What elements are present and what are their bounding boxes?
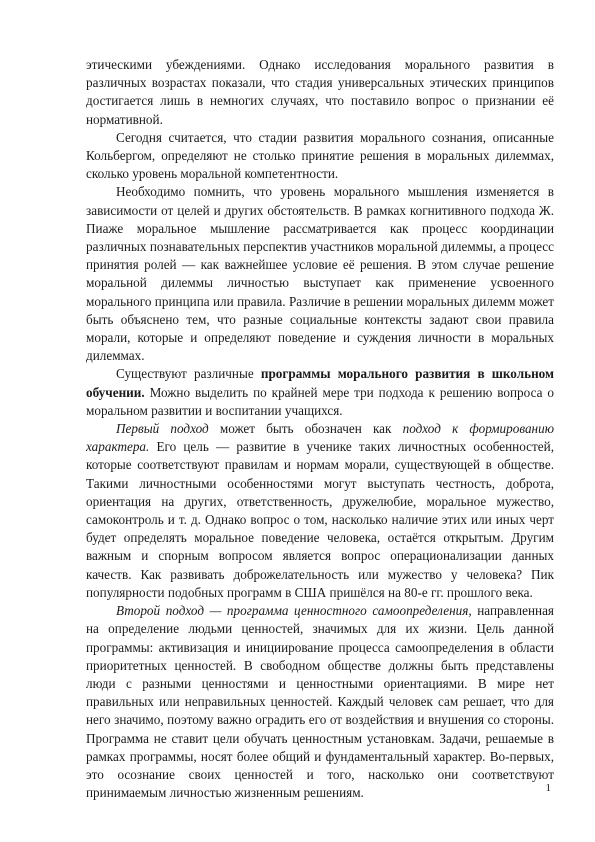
programs-bold-term: программы морального развития в школьном обучении. bbox=[86, 366, 554, 400]
paragraph-programs bbox=[86, 365, 554, 420]
first-approach-term: Первый подход bbox=[116, 421, 209, 437]
second-approach-term: Второй подход — программа ценностного самоопределения, bbox=[116, 603, 472, 619]
paragraph-kohlberg-stages: Сегодня считается, что стадии развития морального сознания, описанные Кольбергом, определяют не столько принятие решения в моральных дилеммах, сколько уровень моральной компетентности. bbox=[86, 129, 554, 182]
first-approach-text-1: может быть обозначен как bbox=[208, 421, 403, 437]
page-number: 1 bbox=[545, 782, 551, 794]
paragraph-second-approach bbox=[86, 602, 554, 802]
paragraph-continuation: этическими убеждениями. Однако исследования морального развития в различных возрастах показали, что стадия универсальных этических принципов достигается лишь в немногих случаях, что поставило вопрос о признании её нормативной. bbox=[86, 57, 554, 127]
paragraph-first-approach bbox=[86, 420, 554, 602]
programs-intro-text: Существуют различные bbox=[116, 366, 261, 382]
document-body bbox=[86, 56, 554, 802]
paragraph-moral-thinking: Необходимо помнить, что уровень морального мышления изменяется в зависимости от целей и других обстоятельств. В рамках когнитивного подхода Ж. Пиаже моральное мышление рассматривается как процесс координации различных познавательных перспектив участников моральной дилеммы, а процесс принятия ролей — как важнейшее условие её решения. В этом случае решение моральной дилеммы личностью выступает как применение усвоенного морального принципа или правила. Различие в решении моральных дилемм может быть объяснено тем, что разные социальные контексты задают свои правила морали, которые и определяют поведение и суждения личности в моральных дилеммах. bbox=[86, 184, 554, 364]
first-approach-text-2: Его цель — развитие в ученике таких личностных особенностей, которые соответствуют правилам и нормам морали, существующей в обществе. Такими личностными особенностями могут выступать честность, доброта, ориентация на других, ответственность, дружелюбие, моральное мужество, самоконтроль и т. д. Однако вопрос о том, насколько наличие этих или иных черт будет определять моральное поведение человека, остаётся открытым. Другим важным и спорным вопросом является вопрос операционализации данных качеств. Как развивать доброжелательность или мужество у человека? Пик популярности подобных программ в США пришёлся на 80-е гг. прошлого века. bbox=[86, 439, 554, 600]
programs-rest-text: Можно выделить по крайней мере три подхода к решению вопроса о моральном развитии и воспитании учащихся. bbox=[86, 384, 554, 418]
second-approach-text: направленная на определение людьми ценностей, значимых для их жизни. Цель данной программы: активизация и инициирование процесса самоопределения в области приоритетных ценностей. В свободном обществе должны быть представлены люди с разными ценностями и ценностными ориентациями. В мире нет правильных или неправильных ценностей. Каждый человек сам решает, что для него значимо, поэтому важно оградить его от воздействия и внушения со стороны. Программа не ставит цели обучать ценностным установкам. Задачи, решаемые в рамках программы, носят более общий и фундаментальный характер. Во-первых, это осознание своих ценностей и того, насколько они соответствуют принимаемым личностью жизненным решениям. bbox=[86, 603, 554, 801]
first-approach-name: подход к формированию характера. bbox=[86, 421, 554, 455]
